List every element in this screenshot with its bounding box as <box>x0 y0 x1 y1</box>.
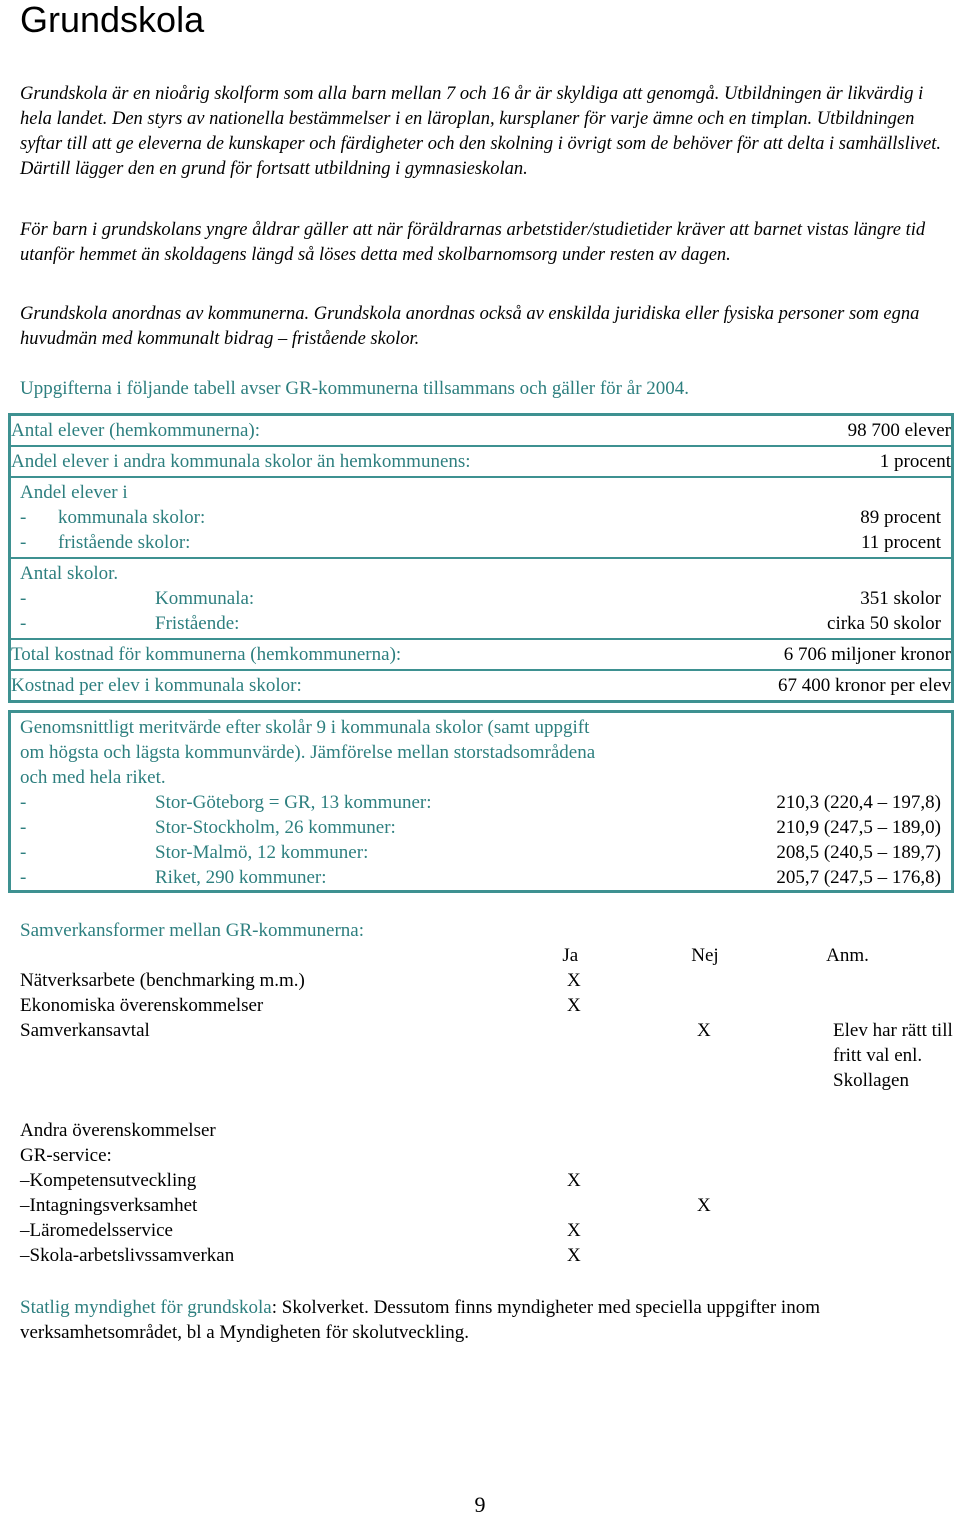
paragraph-intro: Grundskola är en nioårig skolform som alla barn mellan 7 och 16 år är skyldiga att genomgå. Utbildningen är likvärdig i hela landet. Den styrs av nationella bestämmelser i en läroplan, kursplaner för varje ämne och en timplan. Utbildningen syftar till att ge eleverna de kunskaper och färdigheter och den skolning i övrigt som de behöver för att delta i samhällslivet. Därtill lägger den en grund för fortsatt utbildning i gymnasieskolan. <box>20 84 942 179</box>
samverkan-cell <box>697 1243 833 1268</box>
paragraph-organizers: Grundskola anordnas av kommunerna. Grundskola anordnas också av enskilda juridiska eller fysiska personer som egna huvudmän med kommunalt bidrag – fristående skolor. <box>20 304 920 349</box>
dash: - <box>20 867 27 888</box>
samverkan-cell <box>697 1093 833 1118</box>
dash: - <box>20 532 27 553</box>
statlig-colon: : <box>271 1297 278 1318</box>
samverkan-cell: Samverkansavtal <box>20 1020 150 1041</box>
samverkan-cell <box>567 1093 697 1118</box>
merit-value: 208,5 (240,5 – 189,7) <box>776 842 941 863</box>
samverkan-cell <box>20 1093 567 1118</box>
merit-row <box>11 865 951 890</box>
samverkan-row <box>20 1168 955 1193</box>
row-value: 1 procent <box>879 451 951 472</box>
merit-row <box>11 815 951 840</box>
row-value: 67 400 kronor per elev <box>777 675 951 696</box>
dash: - <box>20 842 27 863</box>
dash: - <box>20 613 27 634</box>
samverkan-cell <box>833 968 953 993</box>
samverkan-row <box>20 1218 955 1243</box>
samverkan-table <box>20 943 955 1268</box>
row-value: 89 procent <box>860 507 941 528</box>
row-label: Fristående: <box>155 613 240 634</box>
table-row <box>11 505 951 530</box>
table-row <box>11 640 951 671</box>
merit-label: Stor-Malmö, 12 kommuner: <box>155 842 369 863</box>
samverkan-cell: Elev har rätt till fritt val enl. Skollagen <box>833 1020 953 1091</box>
samverkan-cell: Ekonomiska överenskommelser <box>20 995 264 1016</box>
samverkan-cell <box>697 1143 833 1168</box>
samverkan-row <box>20 993 955 1018</box>
statistics-table <box>8 413 954 703</box>
samverkan-cell: X <box>567 970 581 991</box>
samverkan-cell: X <box>567 1170 581 1191</box>
table-row <box>11 447 951 478</box>
samverkan-row <box>20 1093 955 1118</box>
samverkan-cell <box>833 1193 953 1218</box>
samverkan-row <box>20 1118 955 1143</box>
samverkan-header-cell: Ja <box>562 945 579 966</box>
samverkan-row <box>20 1143 955 1168</box>
samverkan-cell: GR-service: <box>20 1145 112 1166</box>
samverkan-cell <box>697 1118 833 1143</box>
statlig-label: Statlig myndighet för grundskola <box>20 1297 272 1318</box>
samverkan-cell: X <box>567 1220 581 1241</box>
samverkan-cell <box>567 1118 697 1143</box>
merit-value: 210,9 (247,5 – 189,0) <box>776 817 941 838</box>
samverkan-cell <box>833 993 953 1018</box>
row-value: 6 706 miljoner kronor <box>783 644 951 665</box>
samverkan-row <box>20 968 955 993</box>
samverkan-cell <box>567 1143 697 1168</box>
table-row <box>11 586 951 611</box>
samverkan-cell: –Intagningsverksamhet <box>20 1195 198 1216</box>
samverkan-cell: X <box>697 1020 711 1041</box>
statlig-paragraph <box>20 1295 955 1345</box>
table-row <box>11 611 951 636</box>
samverkan-row <box>20 1243 955 1268</box>
row-value: 351 skolor <box>860 588 941 609</box>
merit-label: Riket, 290 kommuner: <box>155 867 327 888</box>
samverkan-cell: –Kompetensutveckling <box>20 1170 197 1191</box>
samverkan-cell: X <box>697 1195 711 1216</box>
page-title: Grundskola <box>20 0 205 40</box>
samverkan-header-cell <box>20 943 562 968</box>
samverkan-cell <box>833 1168 953 1193</box>
dash: - <box>20 588 27 609</box>
samverkan-cell <box>697 1218 833 1243</box>
table-intro: Uppgifterna i följande tabell avser GR-kommunerna tillsammans och gäller för år 2004. <box>20 378 690 399</box>
row-label: Andel elever i <box>20 482 128 503</box>
merit-value: 210,3 (220,4 – 197,8) <box>776 792 941 813</box>
page-number: 9 <box>474 1492 486 1517</box>
samverkan-cell <box>833 1093 953 1118</box>
samverkan-cell <box>833 1243 953 1268</box>
dash: - <box>20 792 27 813</box>
row-value: cirka 50 skolor <box>827 613 941 634</box>
statlig-text: Skolverket. Dessutom finns myndigheter med speciella uppgifter inom verksamhetsområdet, bl a Myndigheten för skolutveckling. <box>20 1297 820 1343</box>
samverkan-cell <box>833 1118 953 1143</box>
samverkan-header-row <box>20 943 955 968</box>
merit-heading: Genomsnittligt meritvärde efter skolår 9 i kommunala skolor (samt uppgift om högsta och lägsta kommunvärde). Jämförelse mellan storstadsområdena och med hela riket. <box>20 717 596 788</box>
table-row <box>11 416 951 447</box>
row-label: Kostnad per elev i kommunala skolor: <box>11 675 302 696</box>
samverkan-cell: –Skola-arbetslivssamverkan <box>20 1245 235 1266</box>
table-row-group <box>11 559 951 640</box>
samverkan-cell: Andra överenskommelser <box>20 1120 216 1141</box>
merit-row <box>11 790 951 815</box>
table-row <box>11 561 951 586</box>
samverkan-cell: X <box>567 1245 581 1266</box>
table-row <box>11 530 951 555</box>
table-row <box>11 480 951 505</box>
dash: - <box>20 507 27 528</box>
samverkan-title: Samverkansformer mellan GR-kommunerna: <box>20 920 365 941</box>
merit-value: 205,7 (247,5 – 176,8) <box>776 867 941 888</box>
samverkan-cell <box>833 1143 953 1168</box>
row-label: fristående skolor: <box>58 532 191 553</box>
samverkan-cell <box>697 968 833 993</box>
paragraph-childcare: För barn i grundskolans yngre åldrar gäller att när föräldrarnas arbetstider/studietider kräver att barnet vistas längre tid utanför hemmet än skoldagens längd så löses detta med skolbarnomsorg under resten av dagen. <box>20 220 926 265</box>
samverkan-cell: X <box>567 995 581 1016</box>
row-value: 11 procent <box>860 532 941 553</box>
merit-label: Stor-Göteborg = GR, 13 kommuner: <box>155 792 432 813</box>
row-label: Antal skolor. <box>20 563 119 584</box>
row-label: kommunala skolor: <box>58 507 206 528</box>
samverkan-cell <box>567 1193 697 1218</box>
table-row-group <box>11 478 951 559</box>
samverkan-cell <box>833 1218 953 1243</box>
samverkan-cell <box>567 1018 697 1093</box>
row-label: Kommunala: <box>155 588 255 609</box>
table-row <box>11 671 951 700</box>
row-label: Antal elever (hemkommunerna): <box>11 420 261 441</box>
samverkan-header-cell: Nej <box>691 945 719 966</box>
row-value: 98 700 elever <box>847 420 951 441</box>
samverkan-cell <box>697 993 833 1018</box>
samverkan-header-cell: Anm. <box>826 945 869 966</box>
merit-rows <box>11 790 951 890</box>
samverkan-cell <box>697 1168 833 1193</box>
row-label: Andel elever i andra kommunala skolor än hemkommunens: <box>11 451 471 472</box>
merit-label: Stor-Stockholm, 26 kommuner: <box>155 817 396 838</box>
samverkan-row <box>20 1193 955 1218</box>
merit-table <box>8 710 954 893</box>
samverkan-row <box>20 1018 955 1093</box>
dash: - <box>20 817 27 838</box>
merit-row <box>11 840 951 865</box>
samverkan-cell: –Läromedelsservice <box>20 1220 173 1241</box>
samverkan-cell: Nätverksarbete (benchmarking m.m.) <box>20 970 305 991</box>
row-label: Total kostnad för kommunerna (hemkommunerna): <box>11 644 402 665</box>
